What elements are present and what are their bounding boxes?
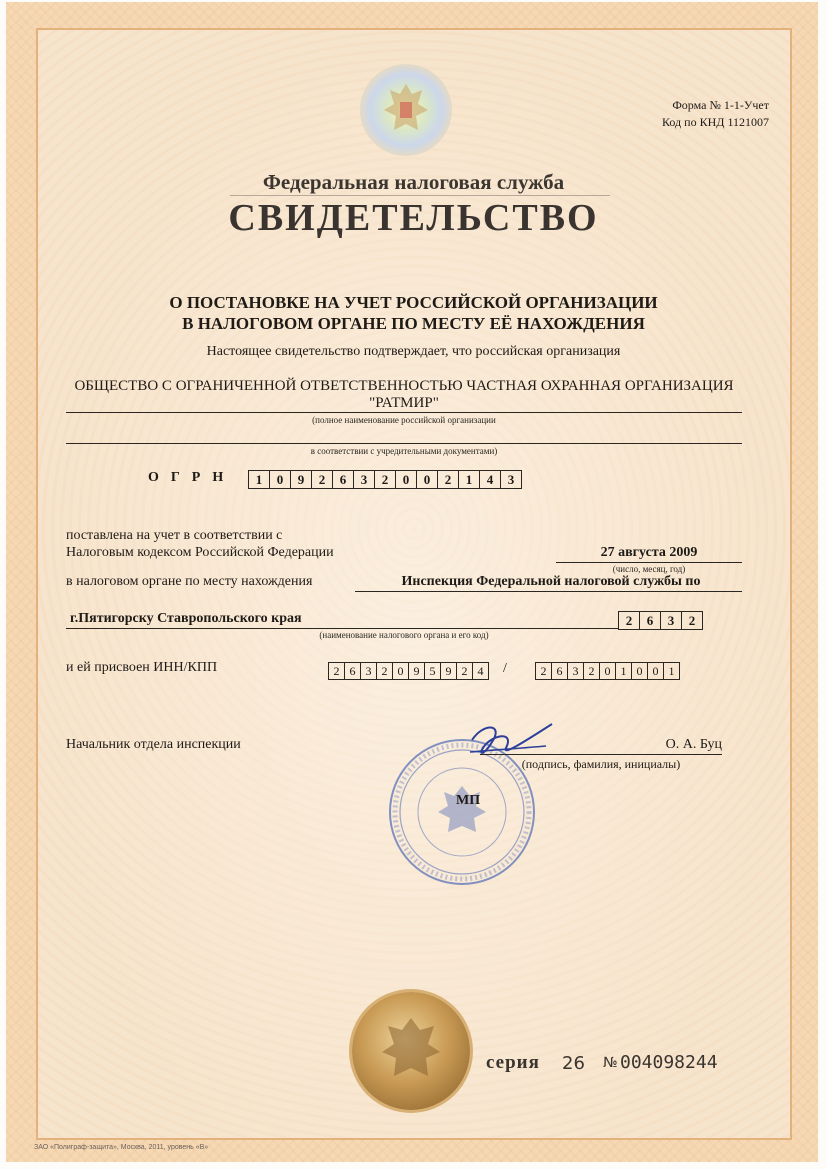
inn-kpp-label: и ей присвоен ИНН/КПП [66, 660, 218, 675]
digit-cell: 9 [441, 662, 457, 680]
digit-cell: 6 [552, 662, 568, 680]
form-number [662, 97, 769, 131]
number-label: № [603, 1055, 618, 1071]
digit-cell: 1 [459, 470, 480, 489]
document-subtitle [0, 292, 827, 334]
date-rule [556, 562, 742, 563]
printer-note: ЗАО «Полиграф-защита», Москва, 2011, уровень «В» [34, 1144, 209, 1151]
subtitle-line2: В НАЛОГОВОМ ОРГАНЕ ПО МЕСТУ ЕЁ НАХОЖДЕНИЯ [182, 314, 645, 333]
registered-line1: поставлена на учет в соответствии с [66, 528, 283, 543]
digit-cell: 3 [361, 662, 377, 680]
digit-cell: 6 [333, 470, 354, 489]
digit-cell: 3 [661, 611, 682, 630]
registration-date: 27 августа 2009 [600, 545, 698, 560]
caption-tax-office: (наименование налогового органа и его код) [319, 630, 489, 640]
digit-cell: 0 [632, 662, 648, 680]
inn-digits [328, 662, 489, 680]
digit-cell: 0 [600, 662, 616, 680]
document-title: СВИДЕТЕЛЬСТВО [228, 197, 599, 239]
signature-rule [480, 754, 722, 755]
digit-cell: 1 [616, 662, 632, 680]
caption-founding-docs: в соответствии с учредительными документами) [310, 446, 498, 456]
tax-office-line2: г.Пятигорску Ставропольского края [70, 611, 302, 626]
digit-cell: 3 [354, 470, 375, 489]
confirm-text: Настоящее свидетельство подтверждает, что российская организация [206, 344, 621, 359]
org-name-line1: ОБЩЕСТВО С ОГРАНИЧЕННОЙ ОТВЕТСТВЕННОСТЬЮ ЧАСТНАЯ ОХРАННАЯ ОРГАНИЗАЦИЯ [74, 378, 734, 394]
digit-cell: 2 [377, 662, 393, 680]
caption-date: (число, месяц, год) [612, 564, 686, 574]
gold-seal-icon [352, 992, 470, 1110]
form-number-line1: Форма № 1-1-Учет [672, 98, 769, 112]
digit-cell: 9 [291, 470, 312, 489]
hologram-emblem-icon [360, 64, 452, 156]
ogrn-label: ОГРН [148, 470, 236, 485]
ogrn-digits [248, 470, 522, 489]
org-name-rule [66, 412, 742, 413]
series-label: серия [486, 1052, 540, 1073]
organization-name [66, 378, 742, 412]
certificate-number: 004098244 [620, 1052, 718, 1073]
tax-office-code [618, 611, 703, 630]
subtitle-line1: О ПОСТАНОВКЕ НА УЧЕТ РОССИЙСКОЙ ОРГАНИЗАЦИИ [169, 293, 658, 312]
digit-cell: 6 [640, 611, 661, 630]
digit-cell: 5 [425, 662, 441, 680]
digit-cell: 2 [584, 662, 600, 680]
digit-cell: 2 [328, 662, 345, 680]
digit-cell: 3 [568, 662, 584, 680]
digit-cell: 3 [501, 470, 522, 489]
issuer-name: Федеральная налоговая служба [262, 170, 565, 194]
tax-office-rule1 [355, 591, 742, 592]
digit-cell: 0 [417, 470, 438, 489]
caption-signature: (подпись, фамилия, инициалы) [521, 757, 681, 771]
head-label: Начальник отдела инспекции [66, 737, 241, 752]
digit-cell: 6 [345, 662, 361, 680]
registered-line2: Налоговым кодексом Российской Федерации [66, 545, 334, 560]
digit-cell: 0 [648, 662, 664, 680]
digit-cell: 4 [473, 662, 489, 680]
inn-kpp-separator: / [503, 661, 507, 676]
head-name: О. А. Буц [665, 737, 722, 752]
digit-cell: 0 [270, 470, 291, 489]
digit-cell: 0 [393, 662, 409, 680]
digit-cell: 1 [248, 470, 270, 489]
stamp-mark: МП [456, 793, 481, 808]
digit-cell: 2 [682, 611, 703, 630]
tax-office-rule2 [66, 628, 618, 629]
tax-office-line1: Инспекция Федеральной налоговой службы по [401, 574, 701, 589]
digit-cell: 2 [312, 470, 333, 489]
org-name-line2: "РАТМИР" [369, 395, 439, 411]
series-value: 26 [562, 1053, 585, 1074]
caption-full-name: (полное наименование российской организации [312, 415, 496, 425]
digit-cell: 0 [396, 470, 417, 489]
digit-cell: 2 [375, 470, 396, 489]
digit-cell: 1 [664, 662, 680, 680]
form-knd-code: Код по КНД 1121007 [662, 115, 769, 129]
digit-cell: 9 [409, 662, 425, 680]
founding-docs-rule [66, 443, 742, 444]
digit-cell: 2 [535, 662, 552, 680]
digit-cell: 2 [618, 611, 640, 630]
tax-office-label: в налоговом органе по месту нахождения [66, 574, 313, 589]
digit-cell: 2 [438, 470, 459, 489]
kpp-digits [535, 662, 680, 680]
digit-cell: 2 [457, 662, 473, 680]
digit-cell: 4 [480, 470, 501, 489]
